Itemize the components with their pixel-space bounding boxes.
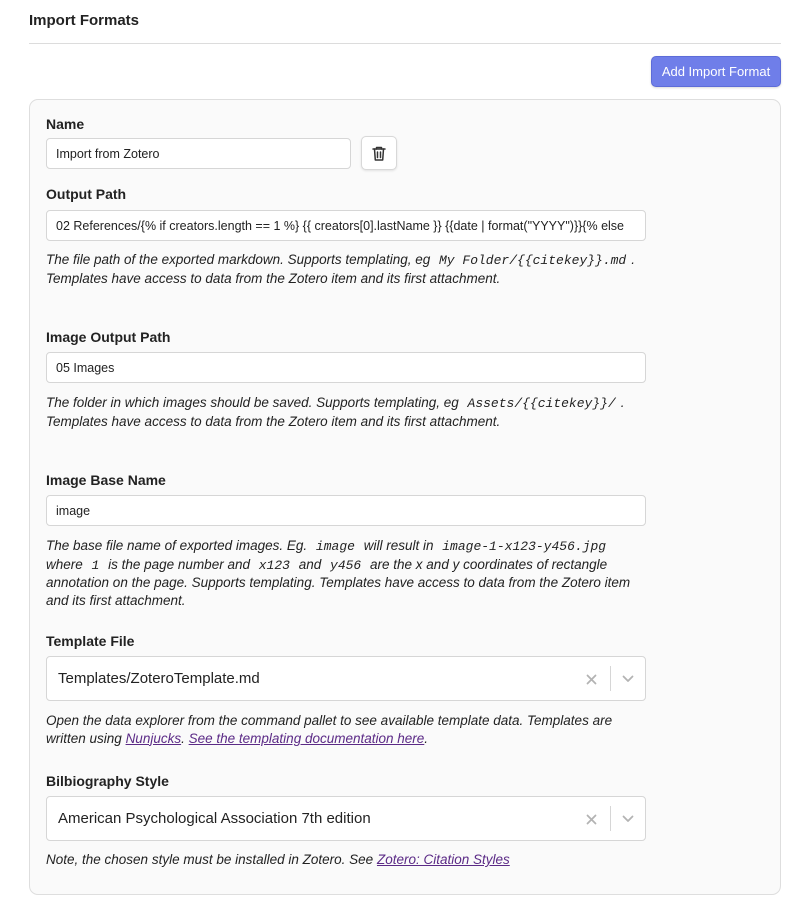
image-base-name-help-text-6: are the x and y coordinates of rectangle annotation on the page. Supports templating. Templates have access to data from the Zotero item and its first attachment.	[46, 556, 631, 608]
image-base-name-help-text-5: and	[298, 556, 322, 572]
output-path-help	[46, 251, 646, 287]
name-input[interactable]: Import from Zotero	[46, 138, 351, 169]
templating-docs-link[interactable]: See the templating documentation here	[188, 730, 425, 746]
select-separator	[610, 666, 611, 691]
template-file-value: Templates/ZoteroTemplate.md	[58, 670, 260, 687]
image-base-name-code-1: image	[315, 539, 355, 554]
output-path-help-text: The file path of the exported markdown. Supports templating, eg	[46, 252, 431, 267]
output-path-label: Output Path	[46, 186, 127, 202]
bibliography-style-label: Bilbiography Style	[46, 773, 169, 789]
image-base-name-input[interactable]: image	[46, 495, 646, 526]
trash-icon	[371, 145, 387, 162]
output-path-input[interactable]: 02 References/{% if creators.length == 1 %} {{ creators[0].lastName }} {{date | format("YYYY")}}{% else	[46, 210, 646, 241]
add-import-format-button[interactable]: Add Import Format	[651, 56, 781, 87]
image-base-name-label: Image Base Name	[46, 472, 166, 488]
image-output-path-help-text-2: . Templates have access to data from the Zotero item and its first attachment.	[46, 395, 625, 429]
image-base-name-code-4: x123	[258, 557, 290, 573]
title-divider	[29, 43, 781, 44]
image-output-path-help	[46, 394, 646, 430]
bibliography-style-help-text: Note, the chosen style must be installed in Zotero. See	[46, 852, 374, 867]
image-base-name-help-text-4: is the page number and	[108, 556, 250, 572]
template-file-help-text: Open the data explorer from the command pallet to see available template data. Templates are written using	[46, 713, 613, 746]
image-base-name-help-text: The base file name of exported images. Eg.	[46, 538, 308, 553]
image-output-path-label: Image Output Path	[46, 329, 171, 345]
nunjucks-link[interactable]: Nunjucks	[125, 730, 182, 746]
select-separator	[610, 806, 611, 831]
template-file-help-dot-2: .	[424, 730, 429, 746]
template-file-help-dot: .	[181, 730, 185, 746]
image-output-path-input[interactable]: 05 Images	[46, 352, 646, 383]
image-output-path-help-text: The folder in which images should be saved. Supports templating, eg	[46, 395, 459, 410]
output-path-help-example: My Folder/{{citekey}}.md	[439, 253, 627, 268]
bibliography-style-select[interactable]	[46, 796, 646, 841]
bibliography-style-value: American Psychological Association 7th edition	[58, 810, 371, 827]
template-file-help	[46, 712, 646, 747]
image-base-name-help-text-3: where	[46, 556, 83, 572]
page-title: Import Formats	[29, 12, 140, 29]
delete-format-button[interactable]	[361, 136, 397, 170]
close-icon[interactable]	[582, 670, 600, 688]
chevron-down-icon[interactable]	[617, 670, 639, 688]
image-base-name-code-3: 1	[91, 557, 100, 573]
image-output-path-help-example: Assets/{{citekey}}/	[467, 396, 616, 411]
zotero-citation-styles-link[interactable]: Zotero: Citation Styles	[376, 852, 510, 867]
name-label: Name	[46, 116, 85, 132]
close-icon[interactable]	[582, 810, 600, 828]
image-base-name-help-text-2: will result in	[363, 538, 434, 553]
image-base-name-help	[46, 537, 646, 609]
bibliography-style-help	[46, 851, 646, 869]
image-base-name-code-2: image-1-x123-y456.jpg	[442, 539, 607, 554]
template-file-select[interactable]	[46, 656, 646, 701]
template-file-label: Template File	[46, 633, 135, 649]
output-path-help-text-2: . Templates have access to data from the Zotero item and its first attachment.	[46, 252, 635, 286]
image-base-name-code-5: y456	[330, 557, 362, 573]
chevron-down-icon[interactable]	[617, 810, 639, 828]
